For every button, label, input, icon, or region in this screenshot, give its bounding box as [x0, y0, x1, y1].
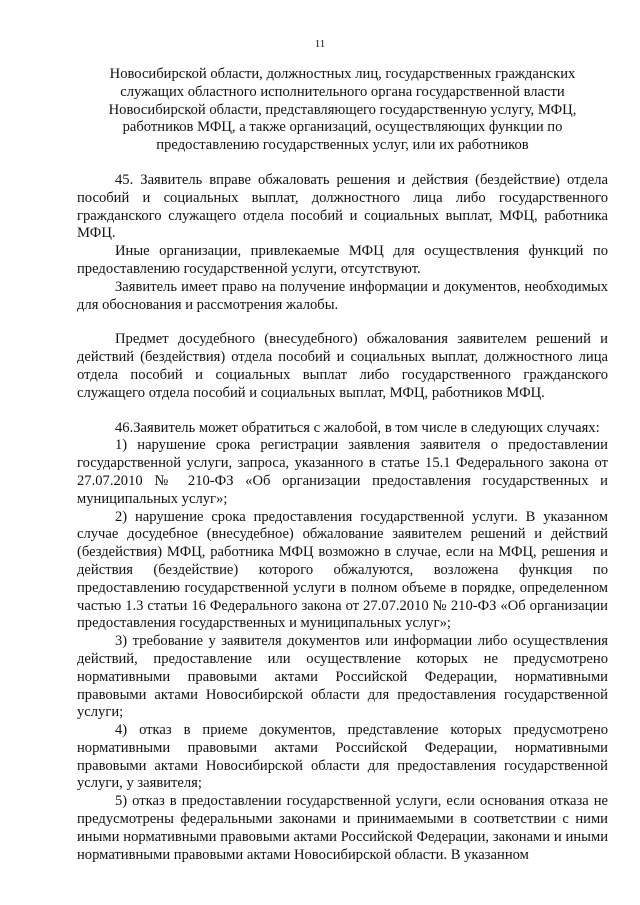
list-item-2: 2) нарушение срока предоставления государственной услуги. В указанном случае досудебное (внесудебное) обжалование заявителем решений и действий (бездействия) МФЦ, работника МФЦ возможно в случае, если на МФЦ, решения и действия (бездействие) которого обжалуются, возложена функция по предоставлению государственной услуги в полном объеме в порядке, определенном частью 1.3 статьи 16 Федерального закона от 27.07.2010 № 210-ФЗ «Об организации предоставления государственных и муниципальных услуг»; [77, 508, 608, 632]
paragraph-46: 46.Заявитель может обратиться с жалобой, в том числе в следующих случаях: [115, 419, 600, 436]
document-body [77, 66, 608, 864]
paragraph-right-to-information: Заявитель имеет право на получение информации и документов, необходимых для обоснования и рассмотрения жалобы. [77, 278, 608, 313]
list-item-1: 1) нарушение срока регистрации заявления заявителя о предоставлении государственной услуги, запроса, указанного в статье 15.1 Федерального закона от 27.07.2010 № 210-ФЗ «Об организации предоставления государственных и муниципальных услуг»; [77, 437, 608, 507]
list-item-4: 4) отказ в приеме документов, представление которых предусмотрено нормативными правовыми актами Российской Федерации, нормативными правовыми актами Новосибирской области для предоставления государственной услуги, у заявителя; [77, 722, 608, 792]
list-item-3: 3) требование у заявителя документов или информации либо осуществления действий, предоставление или осуществление которых не предусмотрено нормативными правовыми актами Российской Федерации, нормативными правовыми актами Новосибирской области для предоставления государственной услуги; [77, 633, 608, 721]
list-item-5: 5) отказ в предоставлении государственной услуги, если основания отказа не предусмотрены федеральными законами и принимаемыми в соответствии с ними иными нормативными правовыми актами Российской Федерации, законами и иными нормативными правовыми актами Новосибирской области. В указанном [77, 793, 608, 863]
paragraph-other-organizations: Иные организации, привлекаемые МФЦ для осуществления функций по предоставлению государственной услуги, отсутствуют. [77, 243, 608, 277]
paragraph-subject-of-appeal: Предмет досудебного (внесудебного) обжалования заявителем решений и действий (бездействия) отдела пособий и социальных выплат, должностного лица отдела пособий и социальных выплат либо государственного гражданского служащего отдела пособий и социальных выплат, МФЦ, работников МФЦ. [77, 331, 608, 401]
section-heading: Новосибирской области, должностных лиц, государственных гражданских служащих областного исполнительного органа государственной власти Новосибирской области, представляющего государственную услугу, МФЦ, работников МФЦ, а также организаций, осуществляющих функции по предоставлению государственных услуг, или их работников [108, 66, 577, 154]
paragraph-45: 45. Заявитель вправе обжаловать решения и действия (бездействие) отдела пособий и социальных выплат, должностного лица либо государственного гражданского служащего отдела пособий и социальных выплат, МФЦ, работника МФЦ. [77, 171, 608, 242]
page-number: 11 [314, 38, 326, 50]
